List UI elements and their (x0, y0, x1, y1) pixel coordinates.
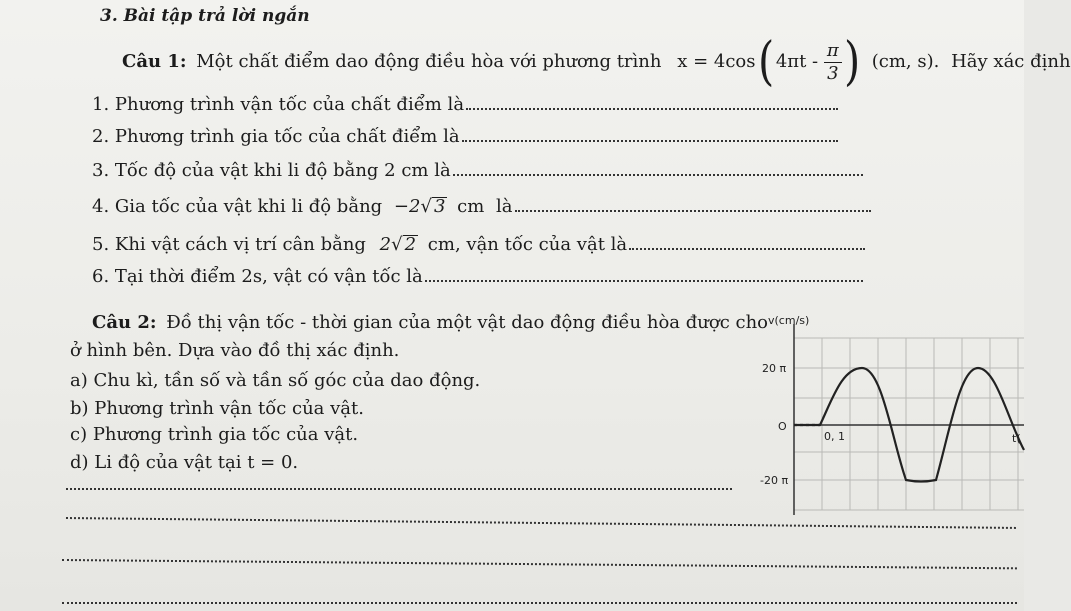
eq-inner: 4πt - (775, 51, 819, 72)
answer-line-3[interactable] (62, 557, 1017, 569)
q1-statement (122, 32, 1071, 92)
q1-label: Câu 1: (122, 51, 187, 72)
item4-pre: −2 (393, 196, 421, 217)
item4-math: −2√ 3 (393, 196, 446, 217)
eq-units: (cm, s). (871, 51, 940, 72)
frac-num: π (824, 40, 842, 63)
q1-item-5-text: 5. Khi vật cách vị trí cân bằng (92, 234, 366, 255)
q1-tail: Hãy xác định (951, 51, 1071, 72)
q2-item-d: d) Li độ của vật tại t = 0. (70, 452, 299, 473)
frac-den: 3 (827, 62, 839, 84)
x-tick-label: 0, 1 (824, 430, 845, 443)
item4-unit: cm (457, 196, 485, 217)
answer-dots[interactable] (629, 244, 865, 250)
q1-item-6 (92, 266, 863, 287)
answer-line-4[interactable] (62, 600, 1017, 604)
eq-prefix: x = 4cos (677, 51, 756, 72)
item5-pre: 2 (379, 234, 392, 255)
x-axis-label: t( (1012, 432, 1021, 445)
y-min-label: -20 π (760, 474, 789, 487)
q2-item-a: a) Chu kì, tần số và tần số góc của dao động. (70, 370, 481, 391)
item4-tail: là (496, 196, 513, 217)
q1-item-4-text: 4. Gia tốc của vật khi li độ bằng (92, 196, 383, 217)
item5-unit: cm (427, 234, 455, 255)
q1-item-2-text: 2. Phương trình gia tốc của chất điểm là (92, 126, 460, 147)
left-paren: ( (757, 32, 774, 92)
answer-dots[interactable] (466, 104, 838, 110)
item5-sqrt: 2 (404, 234, 417, 255)
item5-math: 2√ 2 (379, 234, 417, 255)
fraction-pi-3 (824, 40, 842, 85)
q2-item-b: b) Phương trình vận tốc của vật. (70, 398, 364, 419)
answer-line-1[interactable] (66, 486, 732, 490)
right-paren: ) (843, 32, 860, 92)
q1-item-5 (92, 234, 865, 255)
y-max-label: 20 π (762, 362, 787, 375)
answer-dots[interactable] (425, 276, 863, 282)
q1-item-1-text: 1. Phương trình vận tốc của chất điểm là (92, 94, 465, 115)
answer-dots[interactable] (515, 206, 871, 212)
q1-item-2 (92, 126, 838, 147)
q1-item-4 (92, 196, 871, 217)
section-title: 3. Bài tập trả lời ngắn (100, 6, 310, 26)
q2-statement (92, 312, 768, 333)
q1-item-3-text: 3. Tốc độ của vật khi li độ bằng 2 cm là (92, 160, 451, 181)
q2-line2: ở hình bên. Dựa vào đồ thị xác định. (70, 340, 400, 361)
q1-text: Một chất điểm dao động điều hòa với phương trình (196, 51, 662, 72)
q1-item-3 (92, 160, 863, 181)
item4-sqrt: 3 (433, 196, 446, 217)
q1-item-6-text: 6. Tại thời điểm 2s, vật có vận tốc là (92, 266, 423, 287)
graph-grid (794, 338, 1024, 510)
q2-label: Câu 2: (92, 312, 157, 333)
q1-equation (677, 32, 945, 92)
answer-dots[interactable] (453, 170, 863, 176)
origin-label: O (778, 420, 787, 433)
item5-tail: , vận tốc của vật là (454, 234, 628, 255)
velocity-time-graph (760, 310, 1024, 520)
q2-text: Đồ thị vận tốc - thời gian của một vật dao động điều hòa được cho (166, 312, 769, 333)
q2-item-c: c) Phương trình gia tốc của vật. (70, 424, 359, 445)
answer-dots[interactable] (462, 136, 838, 142)
q1-item-1 (92, 94, 838, 115)
y-axis-label: v(cm/s) (768, 314, 810, 327)
